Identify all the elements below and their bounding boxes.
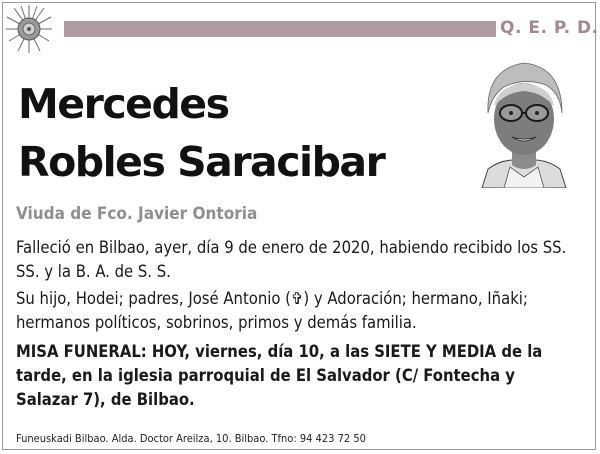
cross-icon: ✞	[290, 289, 304, 308]
qepd-heading: Q. E. P. D.	[500, 18, 599, 38]
deceased-name-line1: Mercedes	[18, 80, 229, 128]
deceased-name-line2: Robles Saracibar	[18, 138, 385, 186]
widow-of-line: Viuda de Fco. Javier Ontoria	[16, 204, 258, 224]
family-text	[16, 287, 581, 335]
death-notice-text: Falleció en Bilbao, ayer, día 9 de enero de 2020, habiendo recibido los SS. SS. y la B. A. de S. S.	[16, 238, 567, 281]
family-text-part2: ) y Adoración; hermano, Iñaki; hermanos políticos, sobrinos, primos y demás familia.	[16, 289, 528, 332]
funeral-mass-text: MISA FUNERAL: HOY, viernes, día 10, a las SIETE Y MEDIA de la tarde, en la iglesia parroquial de El Salvador (C/ Fontecha y Salazar 7), de Bilbao.	[16, 342, 543, 409]
header-band	[64, 21, 496, 37]
thistle-emblem-icon	[4, 3, 54, 55]
funeral-home-footer: Funeuskadi Bilbao. Alda. Doctor Areilza, 10. Bilbao. Tfno: 94 423 72 50	[16, 432, 366, 445]
portrait-photo	[474, 57, 574, 188]
family-text-part1: Su hijo, Hodei; padres, José Antonio (	[16, 289, 291, 308]
